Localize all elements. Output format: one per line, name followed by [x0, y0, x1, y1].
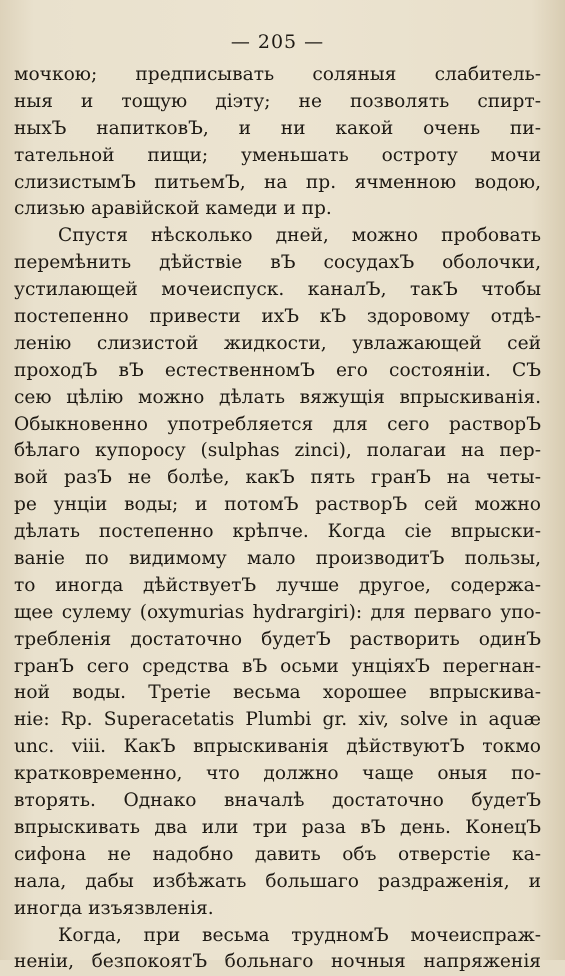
text-line: сею цѣлію можно дѣлать вяжущія впрыскиванія.: [14, 385, 541, 412]
text-line: мочкою; предписывать соляныя слабитель-: [14, 62, 541, 89]
text-line: ныя и тощую діэту; не позволять спирт-: [14, 89, 541, 116]
paragraph: [14, 923, 541, 976]
text-line: тательной пищи; уменьшать остроту мочи: [14, 143, 541, 170]
text-line: бѣлаго купоросу (sulphas zinci), полагаи на пер-: [14, 438, 541, 465]
text-line: впрыскивать два или три раза вЪ день. КонецЪ: [14, 815, 541, 842]
text-line: Спустя нѣсколько дней, можно пробовать: [14, 223, 541, 250]
text-line: нала, дабы избѣжать большаго раздраженія, и: [14, 869, 541, 896]
text-line: гранЪ сего средства вЪ осьми унціяхЪ перегнан-: [14, 654, 541, 681]
text-line: вторять. Однако вначалѣ достаточно будетЪ: [14, 788, 541, 815]
text-line: ніе: Rp. Superacetatis Plumbi gr. xiv, solve in aquæ: [14, 707, 541, 734]
text-line: иногда изъязвленія.: [14, 896, 541, 923]
text-line: unc. viii. КакЪ впрыскиванія дѣйствуютЪ токмо: [14, 734, 541, 761]
text-line: ной воды. Третіе весьма хорошее впрыскива-: [14, 680, 541, 707]
text-line: то иногда дѣйствуетЪ лучше другое, содержа-: [14, 573, 541, 600]
text-line: слизистымЪ питьемЪ, на пр. ячменною водою,: [14, 170, 541, 197]
text-line: ре унціи воды; и потомЪ растворЪ сей можно: [14, 492, 541, 519]
text-line: ваніе по видимому мало производитЪ пользы,: [14, 546, 541, 573]
text-line: Когда, при весьма трудномЪ мочеиспраж-: [14, 923, 541, 950]
body-text: [14, 62, 541, 976]
text-line: неніи, безпокоятЪ больнаго ночныя напряженія: [14, 949, 541, 976]
text-line: ленію слизистой жидкости, увлажающей сей: [14, 331, 541, 358]
text-line: дѣлать постепенно крѣпче. Когда сіе впрыски-: [14, 519, 541, 546]
text-line: Обыкновенно употребляется для сего растворЪ: [14, 412, 541, 439]
text-line: слизью аравійской камеди и пр.: [14, 196, 541, 223]
text-line: кратковременно, что должно чаще оныя по-: [14, 761, 541, 788]
text-line: ныхЪ напитковЪ, и ни какой очень пи-: [14, 116, 541, 143]
text-line: сифона не надобно давить объ отверстіе ка-: [14, 842, 541, 869]
text-line: перемѣнить дѣйствіе вЪ сосудахЪ оболочки,: [14, 250, 541, 277]
paragraph: [14, 223, 541, 922]
text-line: проходЪ вЪ естественномЪ его состояніи. СЪ: [14, 358, 541, 385]
text-line: щее сулему (oxymurias hydrargiri): для перваго упо-: [14, 600, 541, 627]
page-number: — 205 —: [14, 30, 541, 54]
text-line: требленія достаточно будетЪ растворить одинЪ: [14, 627, 541, 654]
text-line: постепенно привести ихЪ кЪ здоровому отдѣ-: [14, 304, 541, 331]
text-line: устилающей мочеиспуск. каналЪ, такЪ чтобы: [14, 277, 541, 304]
paragraph: [14, 62, 541, 223]
text-line: вой разЪ не болѣе, какЪ пять гранЪ на четы-: [14, 465, 541, 492]
